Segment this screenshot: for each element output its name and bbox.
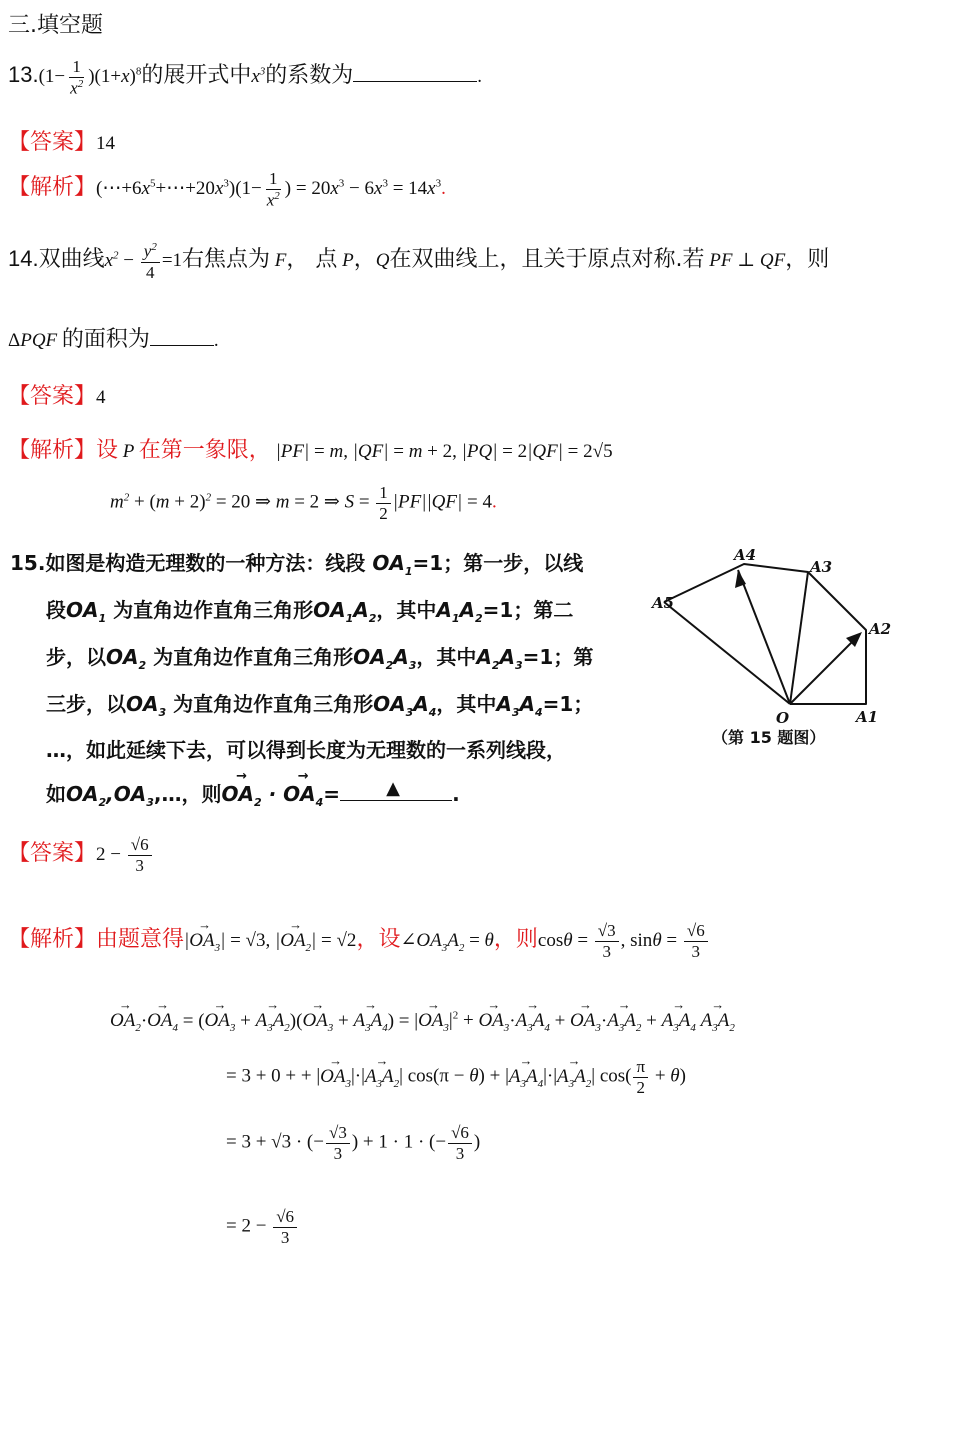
figure-15 <box>640 540 900 755</box>
question-15-line5: …，如此延续下去，可以得到长度为无理数的一系列线段， <box>46 738 566 762</box>
section-title: 三.填空题 <box>8 13 103 38</box>
answer-blank <box>353 63 477 82</box>
answer-blank: ▲ <box>340 782 452 801</box>
analysis-label: 【解析】 <box>8 175 97 201</box>
label-a2: A2 <box>869 620 892 638</box>
question-number: 15. <box>10 551 46 575</box>
question-15-line3: 步，以$OA_2$ 为直角边作直角三角形$OA_2A_3$，其中$A_2A_3=1$；第 <box>46 645 594 672</box>
question-number: 13. <box>8 62 39 88</box>
answer-value: 4 <box>96 387 106 408</box>
segment-oa3 <box>790 572 808 704</box>
analysis-label: 【解析】 <box>8 927 97 952</box>
answer-15: 【答案】2 − $\frac{√6}{3}$ <box>8 836 154 875</box>
answer-13 <box>8 125 115 156</box>
answer-value: 14 <box>96 133 116 154</box>
question-15-line4: 三步，以$OA_3$ 为直角边作直角三角形$OA_3A_4$，其中$A_3A_4=1$； <box>46 692 594 719</box>
label-o: O <box>776 709 790 727</box>
analysis-15-line1: → $OA_2\cdot\to OA_4$ = (→ $OA_3$ + → $A_3A_2)(\to OA_3$ + → $A_3A_4$) = |→ $OA_3|^2$ + → $OA_3\cdot\to A_3A_4$ + → $OA_3\cdot\to A_3A_2$ + → $A_3A_4 \to A_3A_2$ <box>110 1010 735 1034</box>
label-a3: A3 <box>810 558 833 576</box>
question-13: 13.(1− $\frac{1}{x^2}$ )$(1+x)^8$的展开式中$x^3$的系数为 . <box>8 57 483 98</box>
label-a5: A5 <box>652 594 675 612</box>
analysis-15-line4: = 2 − $\frac{√6}{3}$ <box>226 1208 299 1247</box>
question-14-line2: ΔPQF 的面积为 . <box>8 327 219 352</box>
answer-blank <box>150 327 214 346</box>
label-a4: A4 <box>734 546 757 564</box>
label-a1: A1 <box>856 708 879 726</box>
answer-label: 【答案】 <box>8 130 97 155</box>
question-number: 14. <box>8 246 39 272</box>
analysis-14: 【解析】设 P 在第一象限， |PF| = m, |QF| = m + 2, |PQ| = 2|QF| = 2√5 <box>8 438 613 463</box>
answer-label: 【答案】 <box>8 384 97 409</box>
analysis-13: 【解析】$(\cdots+6x^5+\cdots+20x^3)(1-$ $\frac{1}{x^2}$ ) = $20x^3 - 6x^3 = 14x^3$. <box>8 169 446 210</box>
analysis-15-line3: = 3 + √3 · (− $\frac{√3}{3}$ ) + 1 · 1 · (− $\frac{√6}{3}$ ) <box>226 1123 481 1163</box>
vector-oa2 <box>790 634 860 704</box>
analysis-15: 【解析】由题意得|→ $OA_3| = √3$, |→ $OA_2| = √2$，设$\angle OA_3A_2 = \theta$，则cosθ = $\frac{√3}{3}$ , sinθ = $\frac{√6}{3}$ <box>8 922 710 961</box>
figure-caption: （第 15 题图） <box>712 728 826 747</box>
question-15-line1: 15.如图是构造无理数的一种方法：线段 $OA_1=1$；第一步，以线 <box>10 551 584 578</box>
analysis-15-line2: = 3 + 0 + + |→ $OA_3|\cdot|\to A_3A_2|$ cos(π − θ) + |→ $A_3A_4|\cdot|\to A_3A_2|$ cos( $\frac{\pi}{2}$ + θ) <box>226 1058 686 1097</box>
analysis-14-line2: $m^2 + (m + 2)^2 = 20$ ⇒ m = 2 ⇒ S = $\frac{1}{2}$ |PF||QF| = 4. <box>110 483 497 523</box>
question-15-line6: 如$OA_2,OA_3,\dots$，则→ $OA_2$ · → $OA_4=$ ▲ . <box>46 778 460 809</box>
question-14: 14.双曲线$x^2$ − $\frac{y^2}{4}$ =1右焦点为 F， 点 P，Q在双曲线上，且关于原点对称.若 PF ⊥ QF，则 <box>8 241 830 282</box>
question-15-line2: 段$OA_1$ 为直角边作直角三角形$OA_1A_2$，其中$A_1A_2=1$；第二 <box>46 598 574 625</box>
answer-label: 【答案】 <box>8 841 97 866</box>
analysis-label: 【解析】 <box>8 438 97 463</box>
answer-14 <box>8 379 106 410</box>
